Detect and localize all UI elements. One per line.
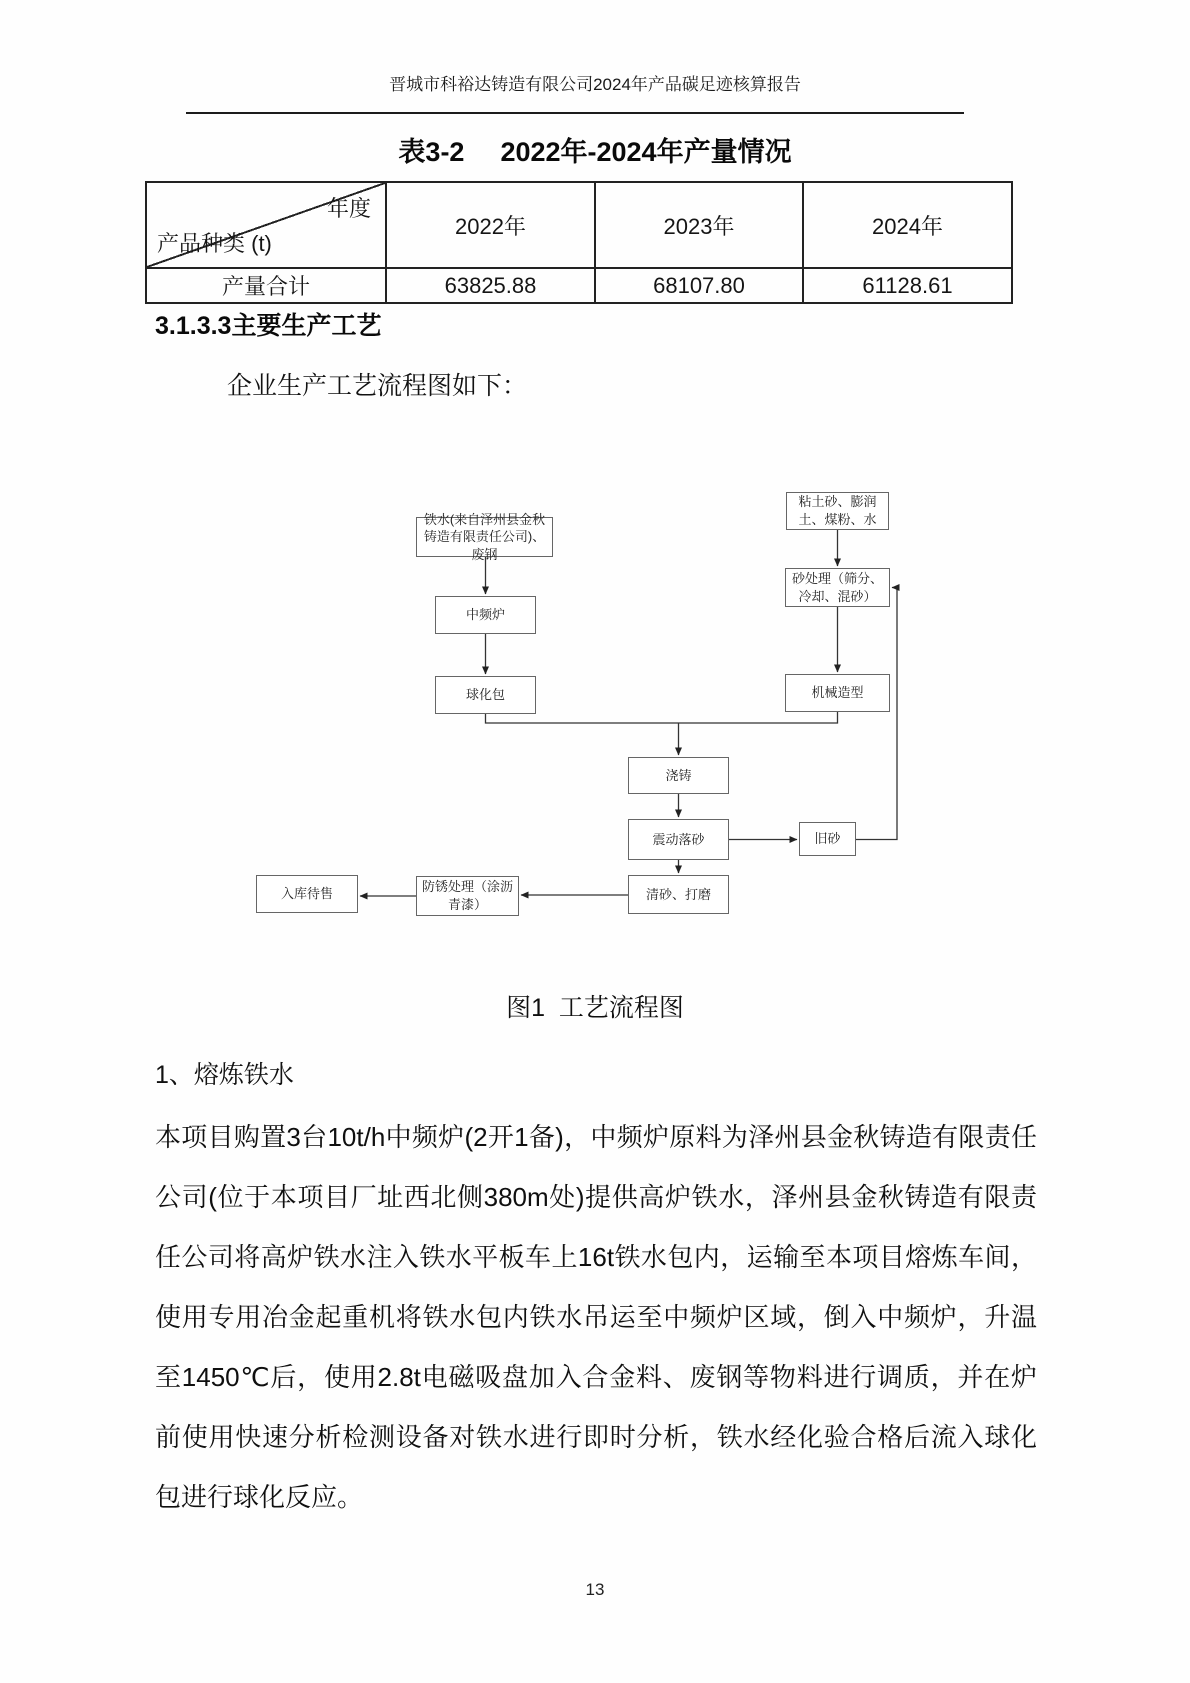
- section-heading: 3.1.3.3主要生产工艺: [155, 312, 382, 340]
- value-2022: 63825.88: [386, 268, 595, 303]
- value-2024: 61128.61: [803, 268, 1012, 303]
- flow-box-spheroidizing-ladle: 球化包: [435, 676, 536, 714]
- flow-box-warehouse-for-sale: 入库待售: [256, 875, 358, 913]
- flow-box-molten-iron: 铁水(来自泽州县金秋铸造有限责任公司)、废钢: [416, 517, 553, 557]
- corner-label-year: 年度: [326, 196, 371, 221]
- flow-box-sand-cleaning-grinding: 清砂、打磨: [628, 875, 729, 914]
- flow-box-medium-frequency-furnace: 中频炉: [435, 596, 536, 634]
- flow-box-machine-molding: 机械造型: [785, 674, 890, 712]
- flow-box-pouring: 浇铸: [628, 757, 729, 794]
- column-header-2024: 2024年: [803, 182, 1012, 268]
- intro-text: 企业生产工艺流程图如下：: [227, 372, 528, 400]
- corner-label-product-type: 产品种类 (t): [157, 231, 272, 256]
- table-title-label: 表3-2: [398, 137, 465, 167]
- flow-box-sand-treatment: 砂处理（筛分、冷却、混砂）: [785, 568, 890, 607]
- list-item-heading: 1、熔炼铁水: [155, 1061, 294, 1089]
- flowchart-arrows: [0, 455, 1190, 920]
- process-flowchart: [0, 455, 1190, 920]
- table-header-row: [146, 182, 1012, 268]
- column-header-2022: 2022年: [386, 182, 595, 268]
- flow-box-vibration-shakeout: 震动落砂: [628, 819, 729, 860]
- production-table: [145, 181, 1013, 304]
- table-corner-cell: [146, 182, 386, 268]
- value-2023: 68107.80: [595, 268, 803, 303]
- flow-box-rust-proofing: 防锈处理（涂沥青漆）: [416, 876, 519, 916]
- figure-caption: 图1 工艺流程图: [506, 994, 684, 1022]
- running-header: 晋城市科裕达铸造有限公司2024年产品碳足迹核算报告: [389, 75, 801, 94]
- table-title-text: 2022年-2024年产量情况: [500, 137, 792, 167]
- table-title: [0, 130, 1190, 169]
- flow-box-used-sand: 旧砂: [799, 822, 856, 856]
- flow-box-clay-sand-materials: 粘土砂、膨润土、煤粉、水: [786, 492, 889, 530]
- body-paragraph: 本项目购置3台10t/h中频炉(2开1备)，中频炉原料为泽州县金秋铸造有限责任公司(位于本项目厂址西北侧380m处)提供高炉铁水，泽州县金秋铸造有限责任公司将高炉铁水注入铁水平板车上16t铁水包内，运输至本项目熔炼车间，使用专用冶金起重机将铁水包内铁水吊运至中频炉区域，倒入中频炉，升温至1450℃后，使用2.8t电磁吸盘加入合金料、废钢等物料进行调质，并在炉前使用快速分析检测设备对铁水进行即时分析，铁水经化验合格后流入球化包进行球化反应。: [155, 1122, 1037, 1512]
- column-header-2023: 2023年: [595, 182, 803, 268]
- header-rule: [186, 112, 964, 114]
- row-label-total-output: 产量合计: [146, 268, 386, 303]
- table-row: [146, 268, 1012, 303]
- page-number: 13: [585, 1580, 605, 1599]
